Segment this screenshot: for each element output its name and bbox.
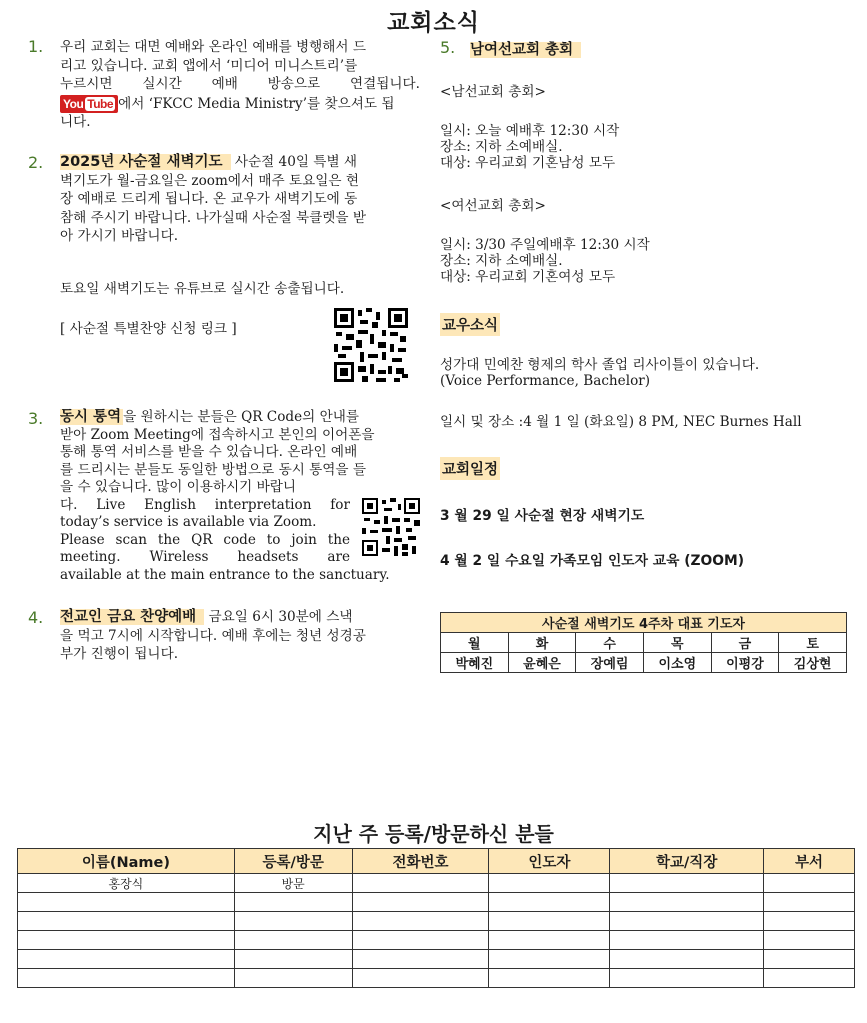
visitor-cell: [352, 874, 489, 893]
item-2-highlight: 2025년 사순절 새벽기도: [60, 154, 231, 170]
prayer-day: 화: [508, 633, 576, 653]
item-1-line: 리고 있습니다. 교회 앱에서 ‘미디어 미니스트리’를: [60, 57, 358, 74]
visitor-cell: [234, 950, 352, 969]
prayer-leader-name: 이평강: [711, 653, 779, 673]
visitor-cell: [610, 931, 764, 950]
item-4-line: 을 먹고 7시에 시작합니다. 예배 후에는 청년 성경공: [60, 627, 366, 644]
visitor-cell: [489, 874, 610, 893]
item-2-line: 사순절 40일 특별 새: [234, 154, 358, 170]
visitor-cell: [610, 950, 764, 969]
item-3-line: 을 원하시는 분들은 QR Code의 안내를: [123, 409, 359, 425]
visitor-cell: [18, 931, 235, 950]
prayer-leader-name: 윤혜은: [508, 653, 576, 673]
visitor-cell: [764, 950, 855, 969]
table-row: [18, 874, 855, 893]
visitor-cell: [18, 969, 235, 988]
visitor-cell: [352, 969, 489, 988]
visitors-column-header: 전화번호: [352, 849, 489, 874]
visitor-cell: [352, 950, 489, 969]
prayer-day: 토: [779, 633, 847, 653]
prayer-leader-name: 이소영: [643, 653, 711, 673]
item-5-highlight: 남여선교회 총회: [470, 42, 581, 58]
item-2-line: 아 가시기 바랍니다.: [60, 228, 179, 244]
schedule-event: 4 월 2 일 수요일 가족모임 인도자 교육 (ZOOM): [440, 553, 745, 569]
table-row: [18, 931, 855, 950]
item-2-line: 장 예배로 드리게 됩니다. 온 교우가 새벽기도에 동: [60, 191, 358, 207]
member-news-heading: 교우소식: [440, 313, 500, 336]
men-mission-details: [440, 123, 619, 171]
prayer-leader-name: 박혜진: [441, 653, 509, 673]
special-hymn-link[interactable]: [ 사순절 특별찬양 신청 링크 ]: [60, 321, 237, 337]
visitor-cell: [764, 874, 855, 893]
visitor-cell: [489, 912, 610, 931]
visitor-cell: [489, 893, 610, 912]
prayer-day: 수: [576, 633, 644, 653]
visitor-cell: [234, 931, 352, 950]
visitors-column-header: 부서: [764, 849, 855, 874]
men-mission-line: 대상: 우리교회 기혼남성 모두: [440, 155, 616, 171]
visitor-cell: [489, 931, 610, 950]
item-4-text: [60, 608, 420, 664]
visitor-cell: [234, 893, 352, 912]
schedule-event: 3 월 29 일 사순절 현장 새벽기도: [440, 508, 645, 524]
women-mission-details: [440, 237, 650, 285]
visitor-cell: [610, 874, 764, 893]
visitor-cell: [489, 969, 610, 988]
visitor-cell: [610, 969, 764, 988]
men-mission-title: <남선교회 총회>: [440, 84, 546, 100]
visitor-cell: [610, 912, 764, 931]
item-3-text: [60, 409, 420, 584]
visitor-cell: [610, 893, 764, 912]
visitor-cell: [764, 893, 855, 912]
schedule-heading: 교회일정: [440, 457, 500, 480]
item-4-highlight: 전교인 금요 찬양예배: [60, 609, 204, 625]
visitors-title: 지난 주 등록/방문하신 분들: [313, 822, 554, 846]
item-1-line: 니다.: [60, 114, 91, 130]
visitor-cell: [352, 931, 489, 950]
member-news-line: (Voice Performance, Bachelor): [440, 373, 651, 389]
visitor-cell: [352, 893, 489, 912]
item-number-4: 4.: [28, 608, 44, 627]
visitor-cell: [234, 912, 352, 931]
visitors-column-header: 인도자: [489, 849, 610, 874]
visitor-cell: [18, 950, 235, 969]
visitors-column-header: 이름(Name): [18, 849, 235, 874]
prayer-day: 금: [711, 633, 779, 653]
item-3-line: today’s service is available via Zoom.: [60, 514, 317, 530]
men-mission-line: 일시: 오늘 예배후 12:30 시작: [440, 123, 620, 139]
item-3-line: 통해 통역 서비스를 받을 수 있습니다. 온라인 예배: [60, 444, 358, 460]
item-number-3: 3.: [28, 409, 44, 428]
item-3-line: available at the main entrance to the sanctuary.: [60, 566, 390, 583]
visitor-cell: [352, 912, 489, 931]
table-row: [18, 912, 855, 931]
visitor-cell: 방문: [234, 874, 352, 893]
visitor-cell: [18, 912, 235, 931]
item-number-5: 5.: [440, 38, 456, 57]
item-3-line: Please scan the QR code to join the: [60, 531, 350, 548]
women-mission-line: 대상: 우리교회 기혼여성 모두: [440, 269, 616, 285]
member-news-line: 성가대 민예찬 형제의 학사 졸업 리사이틀이 있습니다.: [440, 357, 760, 373]
prayer-leader-table: [440, 612, 847, 673]
table-row: [18, 950, 855, 969]
men-mission-line: 장소: 지하 소예배실.: [440, 139, 563, 155]
item-1-youtube-text: 에서 ‘FKCC Media Ministry’를 찾으셔도 됩: [118, 95, 395, 112]
item-3-line: 다. Live English interpretation for: [60, 496, 350, 513]
item-1-line: 누르시면 실시간 예배 방송으로 연결됩니다.: [60, 76, 420, 92]
item-3-line: 을 수 있습니다. 많이 이용하시기 바랍니: [60, 479, 297, 495]
page-title: 교회소식: [387, 10, 480, 36]
visitor-cell: [764, 931, 855, 950]
women-mission-line: 장소: 지하 소예배실.: [440, 253, 563, 269]
table-row: [18, 893, 855, 912]
prayer-leader-name: 김상현: [779, 653, 847, 673]
item-number-2: 2.: [28, 153, 44, 172]
item-4-line: 금요일 6시 30분에 스낵: [208, 609, 353, 625]
item-number-1: 1.: [28, 37, 44, 56]
visitor-cell: [489, 950, 610, 969]
item-3-line: 받아 Zoom Meeting에 접속하시고 본인의 이어폰을: [60, 426, 375, 443]
women-mission-title: <여선교회 총회>: [440, 198, 546, 214]
prayer-day: 월: [441, 633, 509, 653]
visitor-cell: [18, 893, 235, 912]
item-4-line: 부가 진행이 됩니다.: [60, 646, 179, 662]
visitors-column-header: 학교/직장: [610, 849, 764, 874]
item-1-youtube-line: [60, 95, 420, 114]
prayer-table-caption: 사순절 새벽기도 4주차 대표 기도자: [441, 613, 847, 633]
item-3-line: 를 드리시는 분들도 동일한 방법으로 동시 통역을 들: [60, 461, 367, 478]
visitor-cell: 홍장식: [18, 874, 235, 893]
visitor-cell: [234, 969, 352, 988]
item-1-text: [60, 38, 420, 132]
prayer-day: 목: [643, 633, 711, 653]
item-1-line: 우리 교회는 대면 예배와 온라인 예배를 병행해서 드: [60, 39, 367, 55]
saturday-note: 토요일 새벽기도는 유튜브로 실시간 송출됩니다.: [60, 281, 345, 297]
visitor-cell: [764, 912, 855, 931]
women-mission-line: 일시: 3/30 주일예배후 12:30 시작: [440, 237, 650, 253]
youtube-logo-icon[interactable]: You Tube: [60, 95, 118, 113]
item-2-line: 참해 주시기 바랍니다. 나가실때 사순절 북클렛을 받: [60, 209, 367, 226]
item-2-line: 벽기도가 월-금요일은 zoom에서 매주 토요일은 현: [60, 172, 359, 189]
visitors-table: [17, 848, 855, 988]
item-3-line: meeting. Wireless headsets are: [60, 549, 350, 565]
item-5-title: [470, 38, 581, 59]
member-news-text: [440, 357, 759, 389]
hymn-qr-code-icon[interactable]: [334, 308, 408, 382]
member-news-detail: 일시 및 장소 :4 월 1 일 (화요일) 8 PM, NEC Burnes Hall: [440, 414, 802, 430]
visitor-cell: [764, 969, 855, 988]
item-3-highlight: 동시 통역: [60, 409, 122, 425]
visitors-column-header: 등록/방문: [234, 849, 352, 874]
item-2-text: [60, 153, 420, 246]
table-row: [18, 969, 855, 988]
prayer-leader-name: 장예림: [576, 653, 644, 673]
zoom-qr-code-icon[interactable]: [362, 498, 420, 556]
